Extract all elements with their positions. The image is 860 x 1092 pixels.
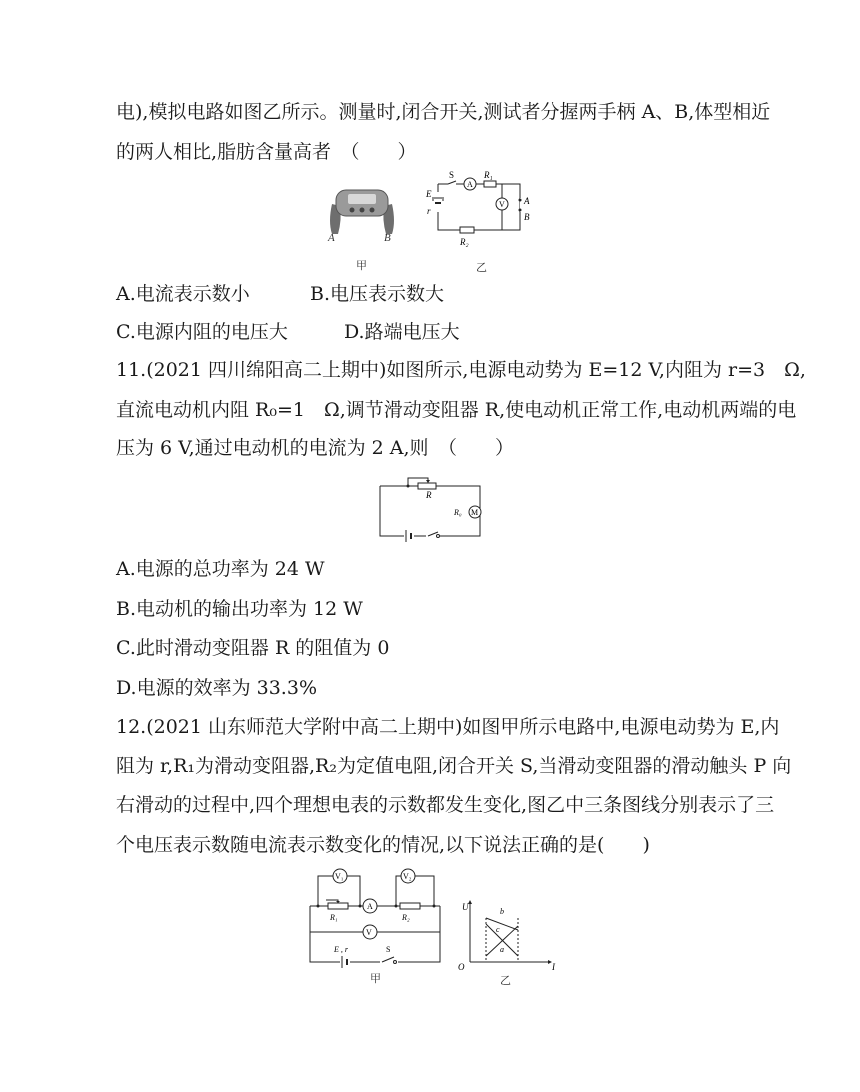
line-b-label: b — [500, 907, 504, 916]
emf-e-label: E — [426, 189, 432, 199]
internal-r-label: r — [427, 206, 431, 216]
q11-option-d: D.电源的效率为 33.3% — [116, 677, 317, 699]
handle-b-label: B — [384, 232, 391, 244]
q11-circuit-svg — [376, 476, 486, 542]
q12-text-line-1: 12.(2021 山东师范大学附中高二上期中)如图甲所示电路中,电源电动势为 E,内 — [116, 716, 780, 738]
q10-text-line-2: 的两人相比,脂肪含量高者 （ ） — [116, 141, 417, 163]
q12-ui-graph — [456, 900, 560, 972]
q11-text-line-2: 直流电动机内阻 R₀=1 Ω,调节滑动变阻器 R,使电动机正常工作,电动机两端的电 — [116, 399, 797, 421]
switch-s-label: S — [386, 945, 391, 954]
axis-i-label: I — [552, 962, 555, 972]
q10-fig-jia-caption: 甲 — [356, 260, 367, 272]
q12-circuit-diagram — [304, 866, 444, 970]
q10-option-a: A.电流表示数小 — [116, 283, 250, 305]
q10-circuit-svg — [420, 170, 540, 252]
q10-text-line-1: 电),模拟电路如图乙所示。测量时,闭合开关,测试者分握两手柄 A、B,体型相近 — [116, 101, 771, 123]
q11-text-line-3: 压为 6 V,通过电动机的电流为 2 A,则 （ ） — [116, 437, 515, 459]
origin-o-label: O — [458, 962, 465, 972]
q11-option-c: C.此时滑动变阻器 R 的阻值为 0 — [116, 637, 390, 659]
handle-a-label: A — [328, 232, 335, 244]
terminal-b-label: B — [524, 212, 530, 222]
q11-circuit-diagram — [376, 476, 486, 542]
switch-s-label: S — [449, 170, 455, 180]
ammeter-a-label: A — [467, 180, 473, 189]
q12-text-line-2: 阻为 r,R₁为滑动变阻器,R₂为定值电阻,闭合开关 S,当滑动变阻器的滑动触头 P 向 — [116, 755, 792, 777]
q12-text-line-4: 个电压表示数随电流表示数变化的情况,以下说法正确的是( ) — [116, 834, 650, 856]
r2-label: R₂ — [402, 913, 410, 922]
q12-text-line-3: 右滑动的过程中,四个理想电表的示数都发生变化,图乙中三条图线分别表示了三 — [116, 794, 775, 816]
motor-m-label: M — [471, 508, 479, 517]
q10-option-d: D.路端电压大 — [344, 321, 460, 343]
q12-ui-graph-svg — [456, 900, 560, 972]
q10-circuit-diagram — [420, 170, 540, 252]
line-c-label: c — [496, 925, 500, 934]
q12-fig-yi-caption: 乙 — [500, 975, 511, 987]
terminal-a-label: A — [524, 196, 530, 206]
v1-label: V₁ — [335, 872, 344, 881]
body-fat-meter-figure — [322, 182, 402, 246]
q11-text-line-1: 11.(2021 四川绵阳高二上期中)如图所示,电源电动势为 E=12 V,内阻为 r=3 Ω, — [116, 359, 806, 381]
r1-label: R₁ — [484, 170, 493, 180]
q11-option-a: A.电源的总功率为 24 W — [116, 558, 325, 580]
r1-label: R₁ — [330, 913, 338, 922]
r2-label: R₂ — [460, 237, 469, 247]
ammeter-a-label: A — [367, 902, 373, 911]
q10-fig-yi-caption: 乙 — [476, 262, 487, 274]
q12-fig-jia-caption: 甲 — [370, 973, 381, 985]
q10-option-c: C.电源内阻的电压大 — [116, 321, 288, 343]
axis-u-label: U — [462, 902, 469, 912]
q10-option-b: B.电压表示数大 — [310, 283, 445, 305]
voltmeter-v-label: V — [366, 928, 372, 937]
q11-option-b: B.电动机的输出功率为 12 W — [116, 598, 363, 620]
rheostat-r-label: R — [426, 490, 432, 500]
voltmeter-v-label: V — [499, 200, 505, 209]
source-er-label: E , r — [334, 945, 348, 954]
line-a-label: a — [500, 945, 504, 954]
v2-label: V₂ — [403, 872, 412, 881]
motor-r0-label: R₀ — [454, 508, 462, 517]
q12-circuit-svg — [304, 866, 444, 970]
